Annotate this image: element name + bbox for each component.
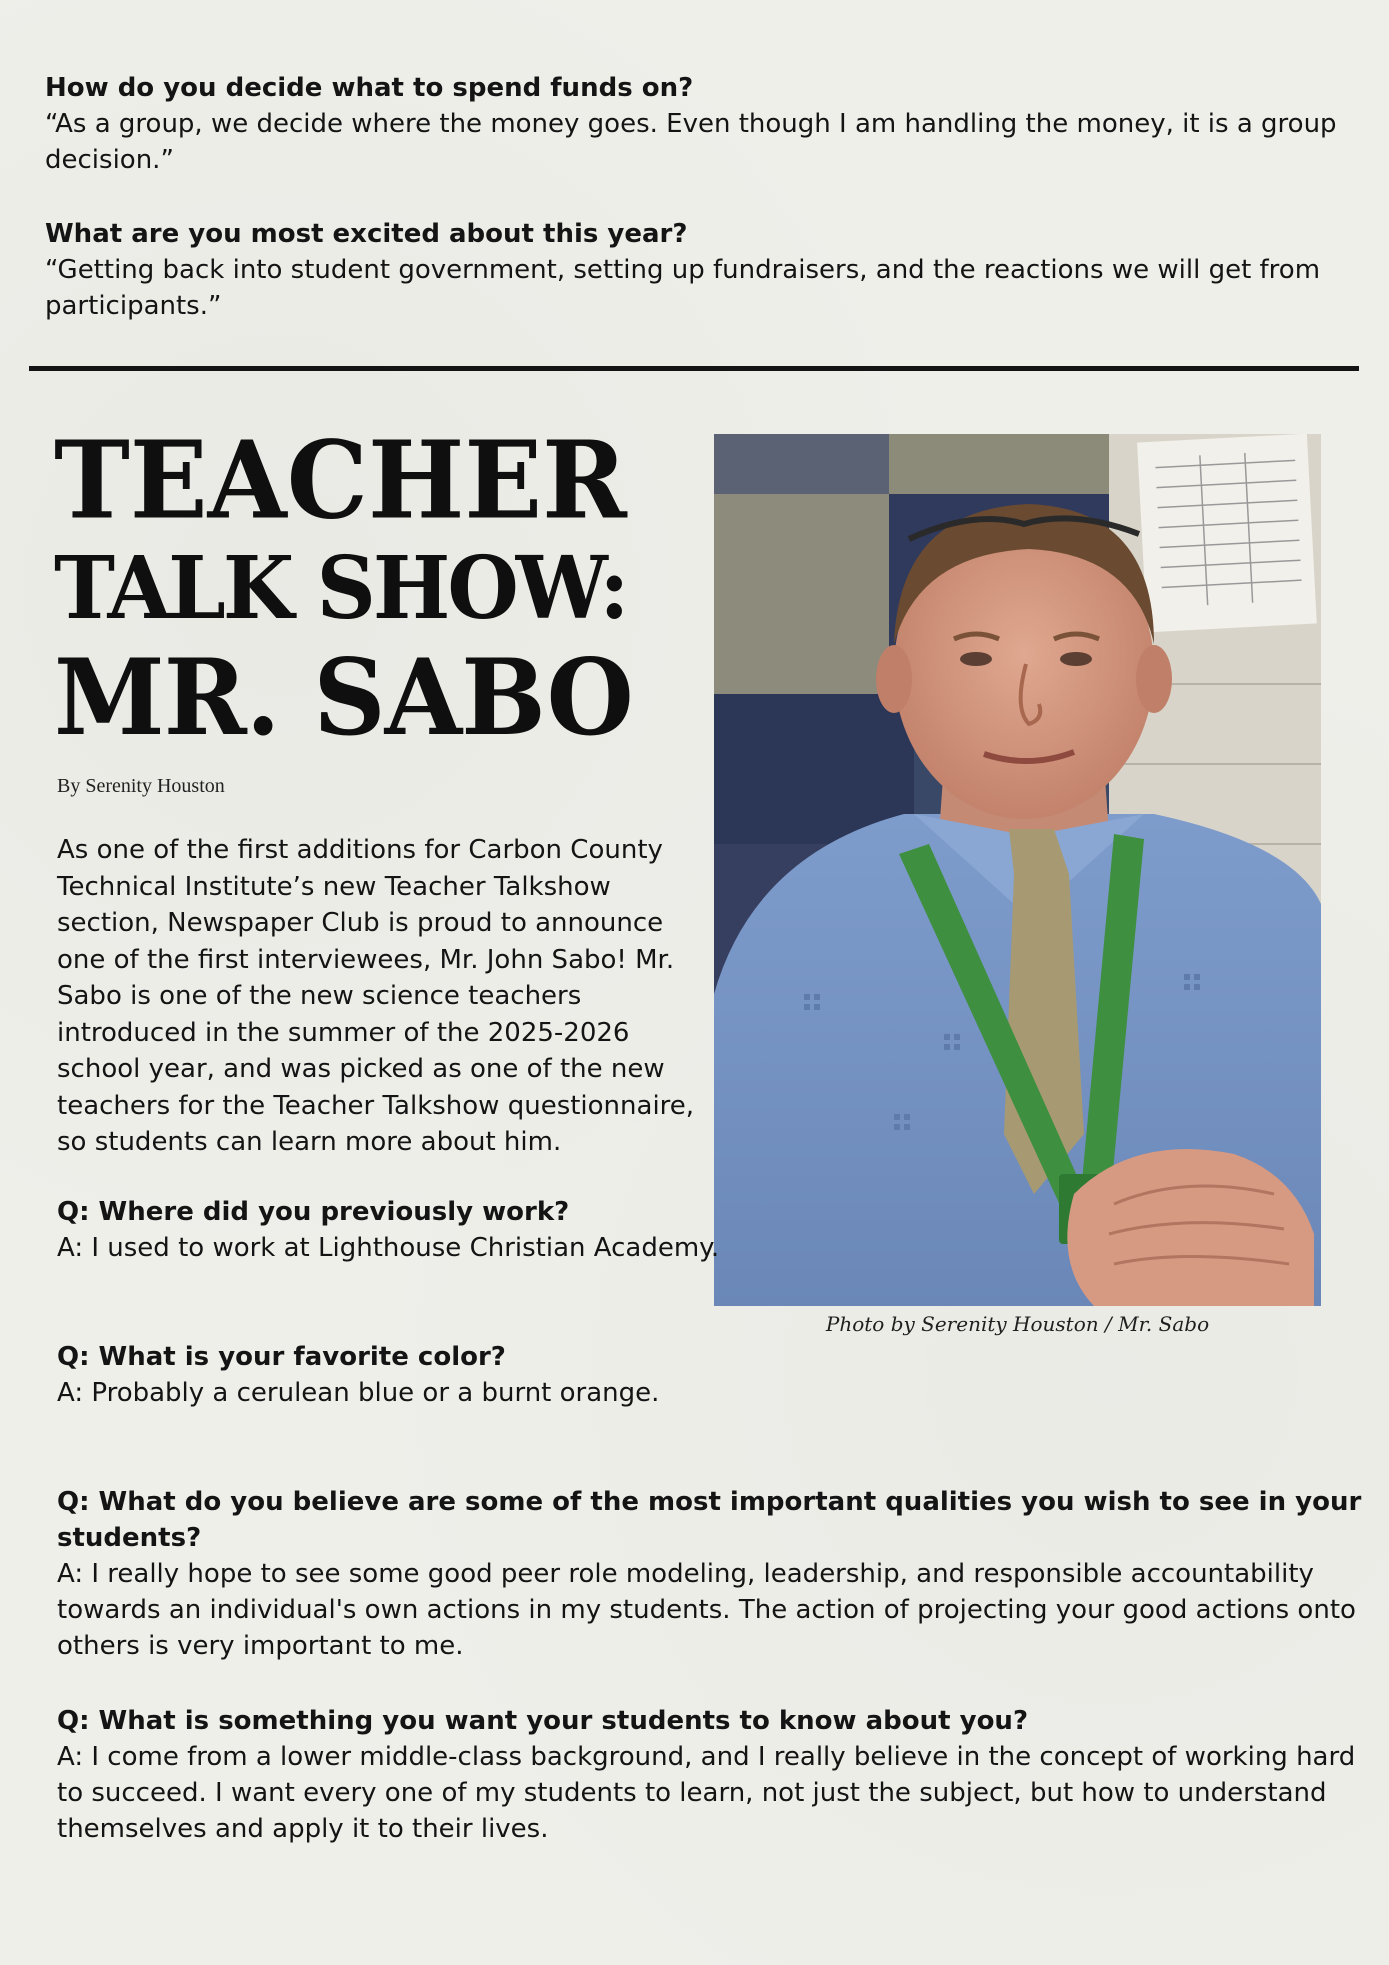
- teacher-photo: [714, 434, 1321, 1306]
- headline-line-1: TEACHER: [54, 417, 627, 544]
- question-text: Q: What do you believe are some of the most important qualities you wish to see in your students?: [57, 1487, 1362, 1553]
- question-text: Q: Where did you previously work?: [57, 1197, 570, 1227]
- answer-text: A: I come from a lower middle-class background, and I really believe in the concept of working hard to succeed. I want every one of my students to learn, not just the subject, but how to understand themselves and apply it to their lives.: [57, 1742, 1356, 1844]
- answer-text: A: Probably a cerulean blue or a burnt orange.: [57, 1378, 660, 1408]
- headline-line-3: MR. SABO: [54, 635, 633, 759]
- answer-text: “Getting back into student government, setting up fundraisers, and the reactions we will get from participants.”: [45, 255, 1321, 321]
- byline: By Serenity Houston: [57, 775, 225, 797]
- qa-block-3: [57, 1484, 1377, 1664]
- section-divider: [29, 366, 1359, 371]
- article-headline: [54, 417, 694, 759]
- qa-block-2: [57, 1339, 1377, 1411]
- article-intro: As one of the first additions for Carbon County Technical Institute’s new Teacher Talkshow section, Newspaper Club is proud to announce one of the first interviewees, Mr. John Sabo! Mr. Sabo is one of the new science teachers introduced in the summer of the 2025-2026 school year, and was picked as one of the new teachers for the Teacher Talkshow questionnaire, so students can learn more about him.: [57, 835, 695, 1157]
- qa-block-1: [57, 1194, 1377, 1266]
- question-text: How do you decide what to spend funds on?: [45, 73, 694, 103]
- photo-caption: Photo by Serenity Houston / Mr. Sabo: [825, 1312, 1210, 1336]
- headline-line-2: TALK SHOW:: [54, 538, 627, 640]
- question-text: Q: What is something you want your students to know about you?: [57, 1706, 1029, 1736]
- answer-text: A: I used to work at Lighthouse Christian Academy.: [57, 1233, 720, 1263]
- question-text: What are you most excited about this year?: [45, 219, 688, 249]
- top-qa-1: [45, 70, 1345, 178]
- qa-block-4: [57, 1703, 1377, 1847]
- answer-text: “As a group, we decide where the money goes. Even though I am handling the money, it is a group decision.”: [45, 109, 1337, 175]
- teacher-portrait-illustration: [714, 434, 1321, 1306]
- answer-text: A: I really hope to see some good peer role modeling, leadership, and responsible accountability towards an individual's own actions in my students. The action of projecting your good actions onto others is very important to me.: [57, 1559, 1356, 1661]
- question-text: Q: What is your favorite color?: [57, 1342, 506, 1372]
- top-qa-2: [45, 216, 1345, 324]
